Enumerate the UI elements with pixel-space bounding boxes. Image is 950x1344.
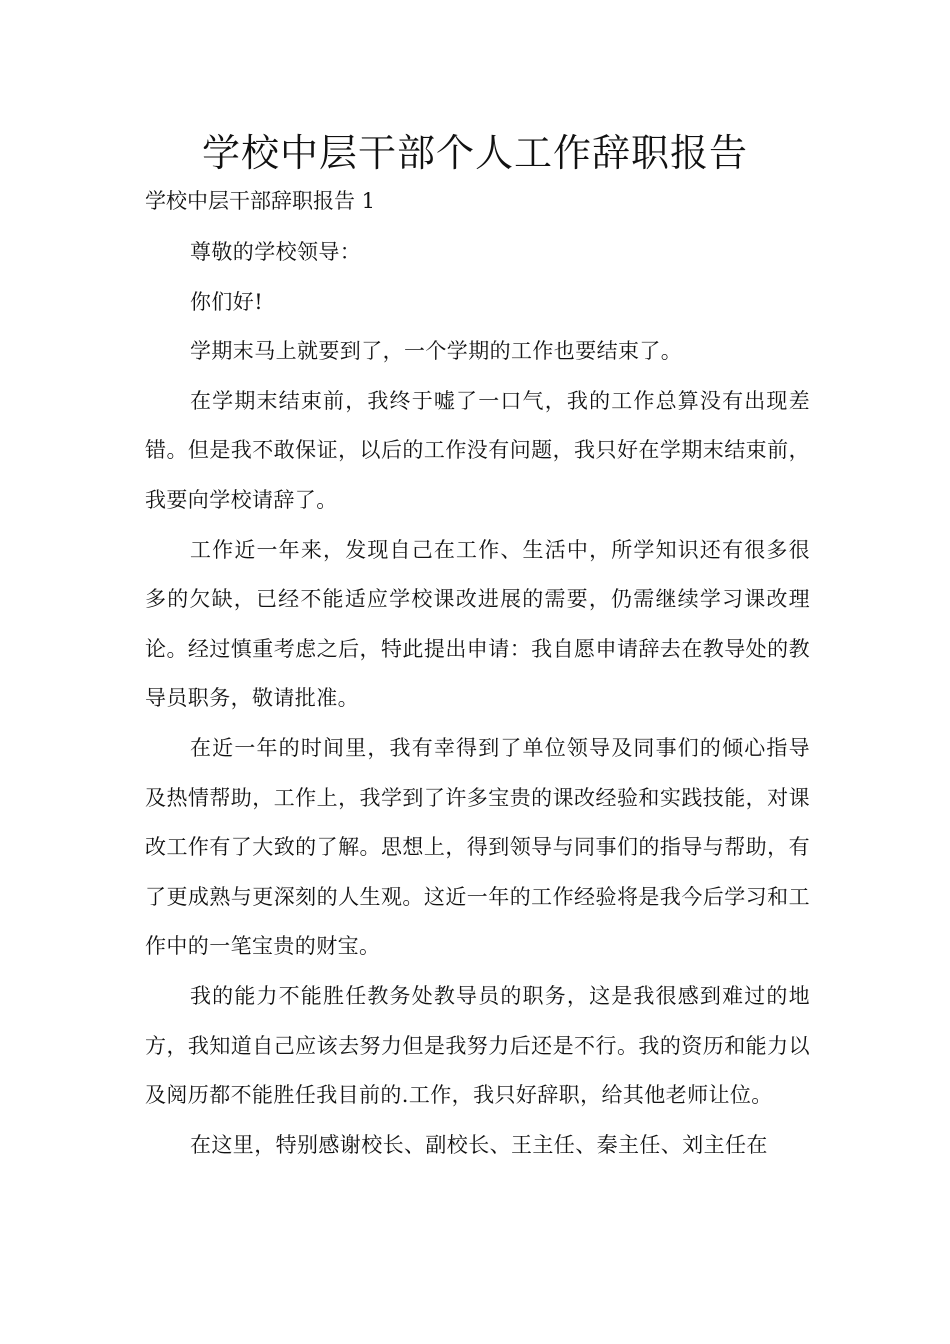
greeting: 你们好! <box>190 289 264 314</box>
paragraph: 在这里，特别感谢校长、副校长、王主任、秦主任、刘主任在 <box>190 1132 768 1157</box>
paragraph: 我的能力不能胜任教务处教导员的职务，这是我很感到难过的地方，我知道自己应该去努力但是我努力后还是不行。我的资历和能力以及阅历都不能胜任我目前的.工作，我只好辞职，给其他老师让位。 <box>145 983 810 1108</box>
document-body <box>145 228 810 1170</box>
document-subtitle: 学校中层干部辞职报告 1 <box>145 189 376 213</box>
paragraph: 学期末马上就要到了，一个学期的工作也要结束了。 <box>190 339 683 364</box>
document-title: 学校中层干部个人工作辞职报告 <box>201 131 748 175</box>
paragraph: 在学期末结束前，我终于嘘了一口气，我的工作总算没有出现差错。但是我不敢保证，以后的工作没有问题，我只好在学期末结束前，我要向学校请辞了。 <box>145 388 810 512</box>
paragraph: 在近一年的时间里，我有幸得到了单位领导及同事们的倾心指导及热情帮助，工作上，我学到了许多宝贵的课改经验和实践技能，对课改工作有了大致的了解。思想上，得到领导与同事们的指导与帮助，有了更成熟与更深刻的人生观。这近一年的工作经验将是我今后学习和工作中的一笔宝贵的财宝。 <box>145 735 810 959</box>
paragraph: 工作近一年来，发现自己在工作、生活中，所学知识还有很多很多的欠缺，已经不能适应学校课改进展的需要，仍需继续学习课改理论。经过慎重考虑之后，特此提出申请：我自愿申请辞去在教导处的教导员职务，敬请批准。 <box>145 537 810 711</box>
salutation: 尊敬的学校领导： <box>190 240 362 264</box>
